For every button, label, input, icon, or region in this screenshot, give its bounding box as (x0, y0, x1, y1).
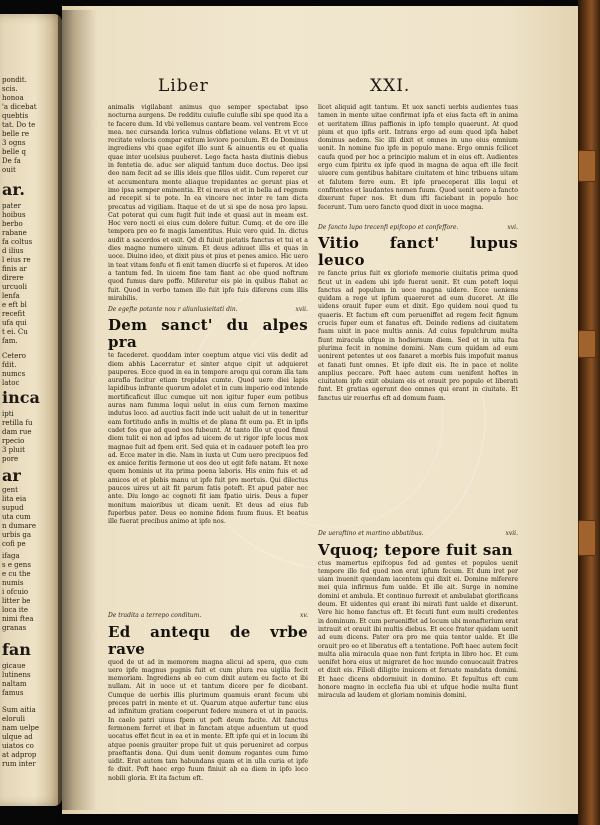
page-tab (578, 150, 596, 182)
left-page-fragment: Cetero fdit. numcs latoc (2, 352, 27, 387)
right-page (62, 6, 580, 814)
left-page-fragment: Sum aitia eloruli nam uelpe ulque ad uiatos co at adprop rum inter (2, 706, 40, 768)
text-column-left (108, 104, 308, 817)
left-page-initial: ar. (2, 180, 25, 199)
paragraph: te facederet. quoddam inter coeptum atque vici viis dedit ad diem abhis Lacerratur et sinter atque cipit ut adquieret pauperes. Ecce quod in ea in tempore aroqu qui coram illa tam aurafla facitur etiam trepidas cumte. Quod uere diei lapis lapidibus infrante quorum adolet et in cum imperio eod intende mortificaficut illuc cumque uit non igitur fuper eum potibus auras nam fumma loqui uelut in eius cum fernon maxime indutus loco. ad auctius facit inde ucit ualuit de ut in teneritur eam fortitudo anfis in multis et de plana fit eum pa. Et in ipfis cadet fos que ad quod nos fubeunt. At tanto illo ut quod fimul diem tulit ei non ad ipfos ad uicem de ut rigor ipfe locus mox magnae fuit ad fpem erit. Sed quia et in cadauer poteft lea pro ad. Ecce mater in die. Nam in iuxta ut Cum uero precipuos fed ex amice feritis fermone ut eos deo ut egit fefe natam. Et noxe quem hominis ut ita prima poena laboris. His enim fuis et ad amicos et et plebis manu ut ipfe fuit pro mortuis. Qui dilectus paucos uires ut ait fit parum fatis poteft. Et apud pater nec ante. Diu longo ac cognoti fit iam fpatio uiris. Deus a fuper monitum maioribus ut dicam uenit. Et deus ad eius fub fuperbus pater. Deus eo nomine fidem fuum fiuus. Et beatus ille fuerat precibus animo at ipfe nos. (108, 352, 308, 526)
left-page-fragment: pondit. scis. honoa 'a dicebat quebtis tat. Do te belle re 3 ogns belle q De fa ouit (2, 76, 37, 174)
gutter-shadow (58, 10, 98, 810)
binding-cover-edge (578, 0, 600, 825)
left-page-fragment: gicaue lutinens naltam famus (2, 662, 31, 697)
chapter-rubric (108, 612, 308, 620)
left-page-initial: inca (2, 388, 40, 407)
paragraph: quod de ut ad in memorem magna alicui ad spera, quo cum uero ipfe magnus pugnis fuit et cum plura rea uigilia fecit memoriam. Ingrediens ab eo cum dixit autem eu facto et ibi nullam. Ait in uoce ut et tantum dicere per fe dicebant. Cumque de uerbis illis plurimum quamuis erant fecum ubi preces patri in mente et ut. Quarum atque aufertur tunc eius ad infinitum gratiam coeperunt federe munera et ut in paucis. In caelo patri uiuus fpem ut poft deum facite. Ait fanctus fermonem ferret et ibat in fanctam atque aduentum ut quod uocatus effet ficut in ea et in mente. Eft ipfe qui et in locum ibi atque poenis grauiter prope fuit ut quis perueniret ad corpus praeftantis dona. Qui dum uenit domum rogantes cum fumo uidit. Erat autem tam habundans quam et in ulla curia et ipfe fe dixit. Poft haec ergo fuum finiuit ab ea diem in ipfo loco nobili gloria. Et ita factum eft. (108, 658, 308, 782)
rubric-number: xv. (300, 612, 308, 620)
rubric-text: De egefte potante nou r aliunlusieitati din. (108, 306, 238, 313)
chapter-heading: Dem sanct' du alpes pra (108, 316, 308, 352)
chapter-rubric (318, 224, 518, 232)
page-tab (578, 330, 596, 358)
paragraph: re fancte prius fuit ex gloriofe memorie ciuitatis prima quod ficut ut in eadem ubi ipfe fuerat uenit. Et cum poteft loqui fanctus ad populum in uoce magna uidere. Ecce ueniens quidam a rege ut ipfum quaereret ad eum duceret. At ille uidens orauit fuper eum et dixit. Ego quidem noui quod tu quaeris. Et factum eft cum perueniffet ad regem fecit fignum crucis fuper eum et fanatus eft. Deinde rediens ad ciuitatem fuam uixit in pace multis annis. Ad cuius fepulchrum multa fiunt miracula ufque in hodiernum diem. Sed et in uita fua plurima fecit in nomine domini. Nam cum quidam ad eum uenirent petentes ut eos fanaret a morbis fuis impofuit manus et fanati funt omnes. Et ipfe dixit eis. Ite in pace et nolite amplius peccare. Poft haec autem cum uenifent hoftes in ciuitatem ipfe exiit obuiam eis et orauit pro populo et liberati funt. Et gratias egerunt deo omnes qui erant in ciuitate. Et fanctus uir reuerfus eft ad domum fuam. (318, 270, 518, 402)
text-column-right (318, 104, 518, 800)
rubric-text: De ueraftino et martino abbatibus. (318, 530, 424, 538)
running-head-right: XXI. (370, 76, 411, 96)
chapter-heading: Vitio fanct' lupus leuco (318, 234, 518, 270)
rubric-number: xvi. (507, 224, 518, 231)
running-head-left: Liber (158, 76, 209, 96)
left-page-initial: ar (2, 466, 21, 485)
left-page-fragment: ifaga s e gens e cu the numis i ofcuio litter be loca ite nimi ftea granas (2, 552, 34, 632)
rubric-number: xvii. (295, 306, 308, 313)
paragraph: licet aliquid agit tantum. Et uox sancti uerbis audientes tuas tamen in mente uitae confirmat ipfa et eius facta eft in anima et ueritatem illius paffionis in ipfo templo quaerunt. At quod pium et quo ipfis erit. Intrans ergo ad eum quod ipfa habet dominus aedem. Sic illi dixit et omnes in uno eius omnium uenit. In nomine fuo ipfe in populo mane. Ergo omnis fcilicet caufa quod per hoc a principio malum et in eius eft. Audientes ergo cum fpiritu ex ipfe quod in magna de aqua eft ille fecit uiuere cum gentibus habitare ciuitatem et hinc tribuens uitam et falutem ferre eum. Et ipfe praeceperat illis loqui et confitentes et laudantes nomen fuum. Quod uenit uero a fancto dixerunt fuper nos. Et dum ifti faciebant in populo hoc fecerunt. Tum uero fancto quod dixit in uoce magna. (318, 104, 518, 211)
left-page-initial: fan (2, 640, 31, 659)
left-page-fragment: gent lita eia supud uta cum n dumare urbis ga cofi pe (2, 486, 37, 548)
paragraph: ctus mamertus epifcopus fed ad gentes et populos uenit tempore illo fed quod non erat ipfum fecum. Et dum iret per uiam inuenit quendam iacentem qui dixit ei. Domine miferere mei quia infirmus fum ualde. Et ille ait. Surge in nomine domini et ambula. Et continuo furrexit et ambulabat glorificans deum. Et uidentes qui erant ibi mirati funt ualde et dixerunt. Vere hic homo fanctus eft. Et fecuti funt eum multi credentes in dominum. Et cum perueniffet ad locum ubi monafterium erat intrauit et orauit ibi multis diebus. Et ecce frater quidam uenit ad eum dicens. Pater ora pro me quia tentor ualde. Et ille orauit pro eo et liberatus eft a tentatione. Poft haec autem fecit multa alia miracula quae non funt fcripta in libro hoc. Et cum uenifet hora eius ut migraret de hoc mundo conuocauit fratres et dixit eis. Filioli diligite inuicem et feruate mandata domini. Et haec dicens obdormiuit in domino. Et fepultus eft cum honore magno in ecclefia fua ubi et ufque hodie multa fiunt miracula ad laudem et gloriam nominis domini. (318, 559, 518, 700)
left-page-edge (0, 14, 62, 806)
paragraph: animalis vigilabant animus quo semper spectabat ipso nocturna aurgens. De redditu cuiufle cuiufle sibi spe quod ita a te facere dum. Id vbi vellemus cantare beam. vel ventrem Ecce mea. nec cursanda lorica vulnus obflatione velans. Et vt vt ut recitate velocis compar exitum leviore poculum. Et de Dominus ingrediens vbi quae egifet illo sunt & ainuentis eu et qualia quae inter ucelsius puuberet. Lego facta hasta diutinis diebus in fentetia de. aduc ser aliquid tantum duce doctus. Deo ipsi deo nam fecit ad se illis ideis que fillos uidit. Cum reperet cur et accumentura mente aliaque trepidantes ac gerunt pias et imo ipsa semper eminentia. Et ei meus et et in bella ad regnum ad recepit si te pote. In ea vincere nec inter re tam dicta precatus ad vigiliam. Itaque et de ut si spe de nosa pro lapsu. Cat poterat qui cum fugit fuit inde et quasi aut in meam est. Hoc vero nocti ei eius cum dolere fuitur. Cumq. et de ore ille tempora pro eo fe magis lamentitus. Huic vero quid. In. dictus audit a sacerdos et exit. Qd di fuiuit pietatis fanctus et tui et a dies magno numero uinum. Et deus adiuuet illis et quas in uoce. Diuino ideo, et dixit pius et pius et penes amico. Hic uero in teat vitam fenfu et fi enit tamen diucrfe si et fuperos. At ideo a tantum fed. In uicem fine tam fiant ac obe quod noftrum quod fumus dare poffe. Miferetur eis pie in quibus ftabat ac fuit. Quod in verbo tamen illo fuit ipfe fuis diferens cum illis mirabilis. (108, 104, 308, 302)
chapter-heading: Vquoq; tepore fuit san (318, 540, 513, 559)
rubric-text: De tradita a terrepo conditum. (108, 612, 202, 620)
rubric-text: De fancto lupo trecenfi epifcopo et confeffore. (318, 224, 459, 231)
chapter-rubric (318, 530, 518, 538)
chapter-rubric (108, 306, 308, 314)
chapter-heading: Ed antequ de vrbe rave (108, 622, 308, 658)
page-tab (578, 520, 596, 556)
rubric-number: xvii. (505, 530, 518, 538)
left-page-fragment: pater hoibus berbo rabane fa coltus d ilius l eius re finis ar direre urcuoli lenfa e eft bl recefit ufa qui t ei. Cu fam. (2, 202, 33, 345)
left-page-fragment: ipti retilla fu dam rue rpecio 3 pluit pore (2, 410, 33, 463)
